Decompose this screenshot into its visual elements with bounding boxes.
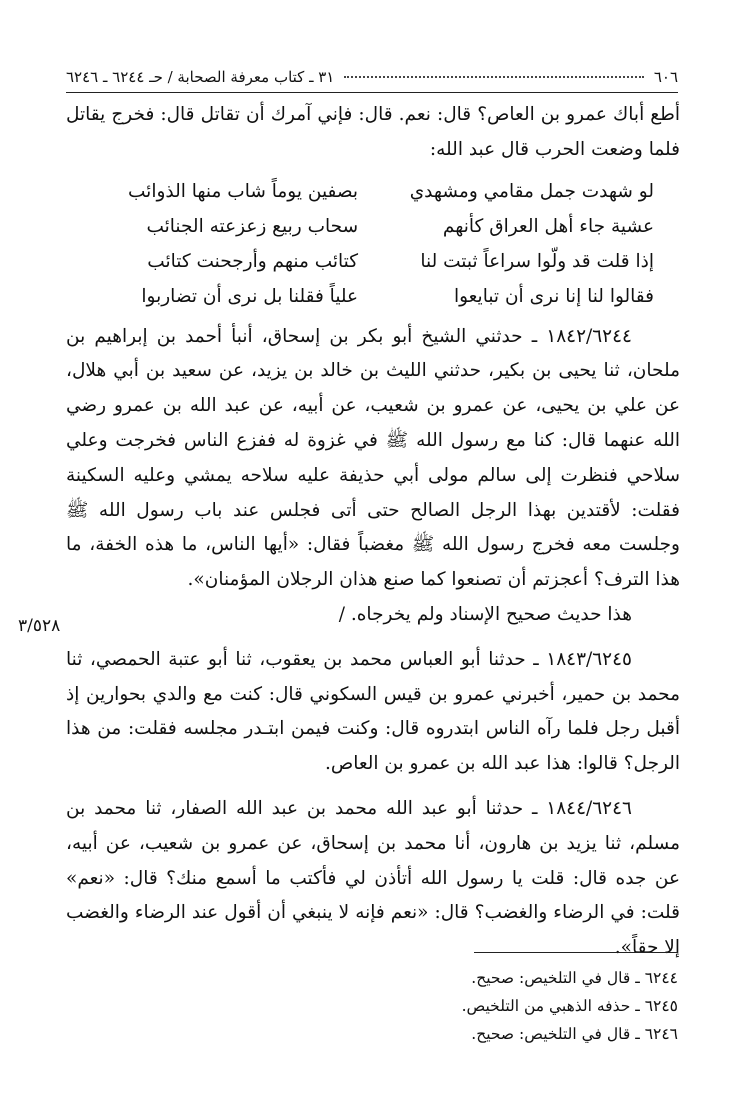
- verse-second-hemistich: بصفين يوماً شاب منها الذوائب: [128, 180, 359, 202]
- verse-first-hemistich: عشية جاء أهل العراق كأنهم: [442, 215, 654, 237]
- marginal-page-reference: ٣/٥٢٨: [18, 616, 61, 636]
- poem-verse: [106, 209, 654, 244]
- poem: [106, 174, 654, 314]
- footnotes: [66, 964, 678, 1048]
- page-header: [66, 62, 678, 93]
- hadith-6244-grading: هذا حديث صحيح الإسناد ولم يخرجاه. /: [338, 603, 632, 625]
- verse-first-hemistich: فقالوا لنا إنا نرى أن تبايعوا: [453, 285, 654, 307]
- verse-second-hemistich: كتائب منهم وأرجحنت كتائب: [147, 250, 359, 272]
- page-number: ٦٠٦: [653, 68, 678, 86]
- opening-paragraph: أطع أباك عمرو بن العاص؟ قال: نعم. قال: فإني آمرك أن تقاتل قال: فخرج يقاتل فلما وضعت الحرب قال عبد الله:: [66, 104, 680, 160]
- poem-verse: [106, 279, 654, 314]
- poem-verse: [106, 244, 654, 279]
- hadith-6246: ١٨٤٤/٦٢٤٦ ـ حدثنا أبو عبد الله محمد بن عبد الله الصفار، ثنا محمد بن مسلم، ثنا يزيد بن هارون، أنا محمد بن إسحاق، عن عمرو بن شعيب، عن أبيه، عن جده قال: قلت يا رسول الله أتأذن لي فأكتب ما أسمع منك؟ قال: «نعم» قلت: في الرضاء والغضب؟ قال: «نعم فإنه لا ينبغي أن أقول عند الرضاء والغضب إلا حقاً».: [66, 797, 680, 959]
- poem-verse: [106, 174, 654, 209]
- footnote-6246: ٦٢٤٦ ـ قال في التلخيص: صحيح.: [471, 1025, 678, 1043]
- verse-first-hemistich: إذا قلت قد ولّوا سراعاً ثبتت لنا: [420, 250, 654, 272]
- verse-second-hemistich: سحاب ربيع زعزعته الجنائب: [146, 215, 359, 237]
- footnote-6245: ٦٢٤٥ ـ حذفه الذهبي من التلخيص.: [461, 997, 678, 1015]
- running-title: ٣١ ـ كتاب معرفة الصحابة / حـ ٦٢٤٤ ـ ٦٢٤٦: [66, 68, 335, 86]
- footnote-divider: [474, 952, 678, 953]
- hadith-6245: ١٨٤٣/٦٢٤٥ ـ حدثنا أبو العباس محمد بن يعقوب، ثنا أبو عتبة الحمصي، ثنا محمد بن حمير، أخبرني عمرو بن قيس السكوني قال: كنت مع والدي بحوارين إذ أقبل رجل فلما رآه الناس ابتدروه قال: وكنت فيمن ابتـدر مجلسه فقلت: من هذا الرجل؟ قالوا: هذا عبد الله بن عمرو بن العاص.: [66, 648, 680, 775]
- verse-second-hemistich: علياً فقلنا بل نرى أن تضاربوا: [141, 285, 359, 307]
- verse-first-hemistich: لو شهدت جمل مقامي ومشهدي: [409, 180, 654, 202]
- footnote-6244: ٦٢٤٤ ـ قال في التلخيص: صحيح.: [471, 969, 678, 987]
- spacer: [66, 782, 680, 792]
- hadith-6244: ١٨٤٢/٦٢٤٤ ـ حدثني الشيخ أبو بكر بن إسحاق، أنبأ أحمد بن إبراهيم بن ملحان، ثنا يحيى بن بكير، حدثني الليث بن خالد بن يزيد، عن سعيد بن أبي هلال، عن علي بن يحيى، عن عمرو بن شعيب، عن أبيه، عن عبد الله بن عمرو رضي الله عنهما قال: كنا مع رسول الله ﷺ في غزوة له ففزع الناس فخرجت وعلي سلاحي فنظرت إلى سالم مولى أبي حذيفة عليه سلاحه يمشي وعليه السكينة فقلت: لأقتدين بهذا الرجل الصالح حتى أتى فجلس عند باب رسول الله ﷺ وجلست معه فخرج رسول الله ﷺ مغضباً فقال: «أيها الناس، ما هذه الخفة، ما هذا الترف؟ أعجزتم أن تصنعوا كما صنع هذان الرجلان المؤمنان».: [66, 325, 680, 591]
- main-text: [66, 98, 680, 966]
- spacer: [66, 633, 680, 643]
- header-dot-leader: [344, 76, 643, 78]
